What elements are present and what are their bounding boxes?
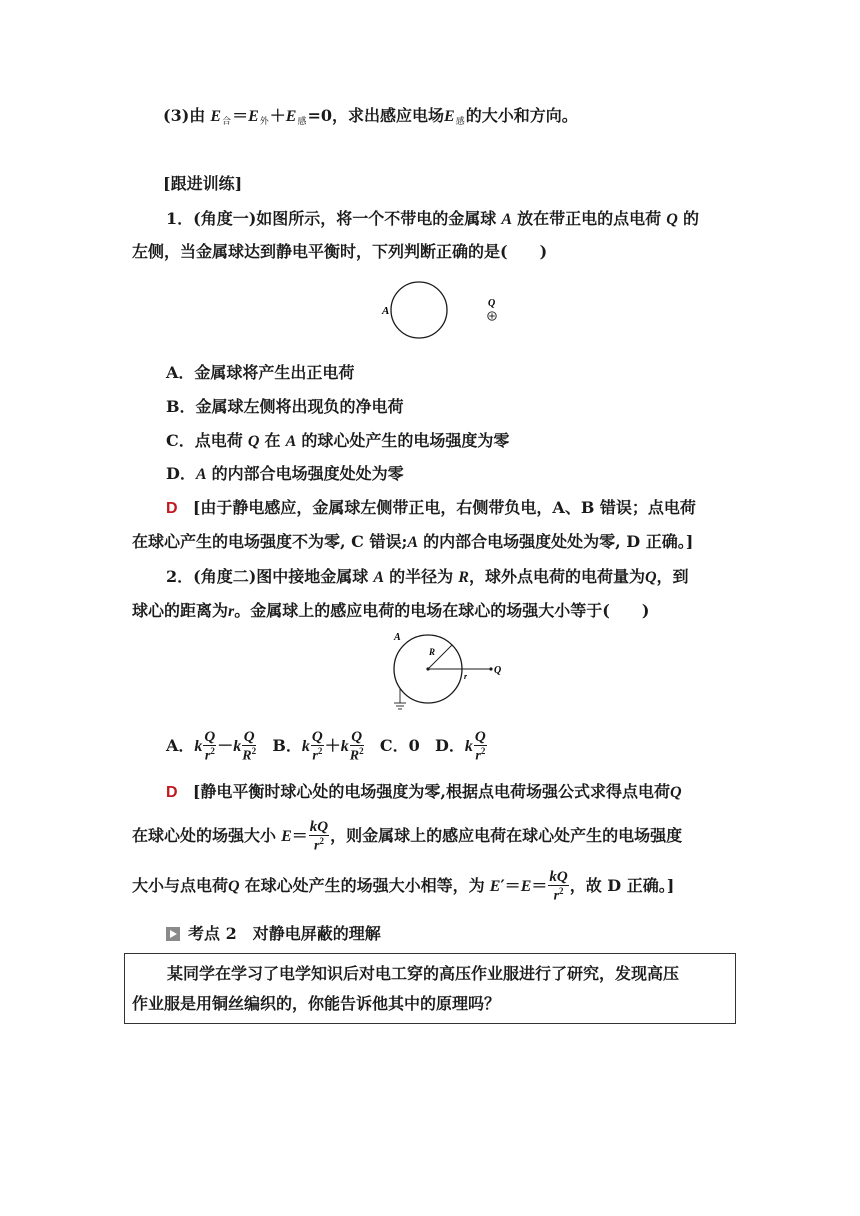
p2-explanation-line2: 在球心处的场强大小 E＝ $\frac{kQ}{r^2}$ ，则金属球上的感应电荷在球心处产生的电场强度: [132, 818, 683, 854]
p2-line1: 2．(角度二)图中接地金属球 A 的半径为 R，球外点电荷的电荷量为Q，到: [166, 567, 689, 586]
p1-explanation-line1: D [由于静电感应，金属球左侧带正电，右侧带负电，A、B 错误；点电荷: [166, 498, 696, 517]
p1-figure: [370, 280, 510, 342]
p1-option-B: B．金属球左侧将出现负的净电荷: [166, 397, 404, 416]
p1-option-D: D．A 的内部合电场强度处处为零: [166, 464, 404, 483]
p1-option-C: C．点电荷 Q 在 A 的球心处产生的电场强度为零: [166, 431, 510, 450]
question-box-line1: 某同学在学习了电学知识后对电工穿的高压作业服进行了研究，发现高压: [167, 964, 680, 983]
q3-line: (3)由 E合＝E外＋E感=0，求出感应电场E感的大小和方向。: [163, 106, 578, 127]
p2-fig-label-R: R: [429, 647, 436, 657]
p2-option-C: C．0: [379, 736, 420, 755]
p1-line1: 1．(角度一)如图所示，将一个不带电的金属球 A 放在带正电的点电荷 Q 的: [166, 209, 699, 228]
p1-option-A: A．金属球将产生出正电荷: [166, 363, 355, 382]
p2-line2: 球心的距离为r。金属球上的感应电荷的电场在球心的场强大小等于( ): [132, 601, 650, 620]
p2-fig-label-A: A: [394, 632, 401, 643]
p1-explanation-line2: 在球心产生的电场强度不为零, C 错误;A 的内部合电场强度处处为零, D 正确。]: [132, 532, 694, 551]
p1-answer: D: [166, 500, 178, 517]
p2-options: A．k $\frac{Q}{r^2}$ －k $\frac{Q}{R^2}$ B．k $\frac{Q}{r^2}$ ＋k $\frac{Q}{R^2}$ C．0 D．k $\frac{Q}{r^2}$: [166, 728, 486, 764]
p2-figure: [385, 628, 515, 716]
question-box-line2: 作业服是用铜丝编织的，你能告诉他其中的原理吗？: [132, 994, 501, 1013]
metal-sphere-A: [391, 282, 447, 338]
p1-line2: 左侧，当金属球达到静电平衡时，下列判断正确的是( ): [132, 242, 548, 261]
p2-option-A: A．: [166, 736, 195, 755]
p2-option-D: D．: [435, 736, 465, 755]
follow-training-title: [跟进训练]: [163, 174, 243, 193]
question-box: [124, 953, 736, 1024]
kaodian-2-heading: 考点 2 对静电屏蔽的理解: [166, 922, 381, 946]
p2-fig-label-Q: Q: [494, 665, 502, 676]
p2-fig-label-r: r: [464, 672, 468, 681]
p2-answer: D: [166, 784, 178, 801]
q3-prefix: (3)由: [163, 106, 206, 125]
p2-explanation-line3: 大小与点电荷Q 在球心处产生的场强大小相等，为 E′＝E＝ $\frac{kQ}{r^2}$ ，故 D 正确。]: [132, 868, 675, 904]
p1-fig-label-A: A: [382, 305, 390, 317]
point-charge-dot: [489, 667, 492, 670]
p2-explanation-line1: D [静电平衡时球心处的电场强度为零,根据点电荷场强公式求得点电荷Q: [166, 782, 682, 801]
p2-option-B: B．: [272, 736, 302, 755]
play-triangle-icon: [166, 927, 180, 941]
p1-fig-label-Q: Q: [488, 298, 496, 309]
